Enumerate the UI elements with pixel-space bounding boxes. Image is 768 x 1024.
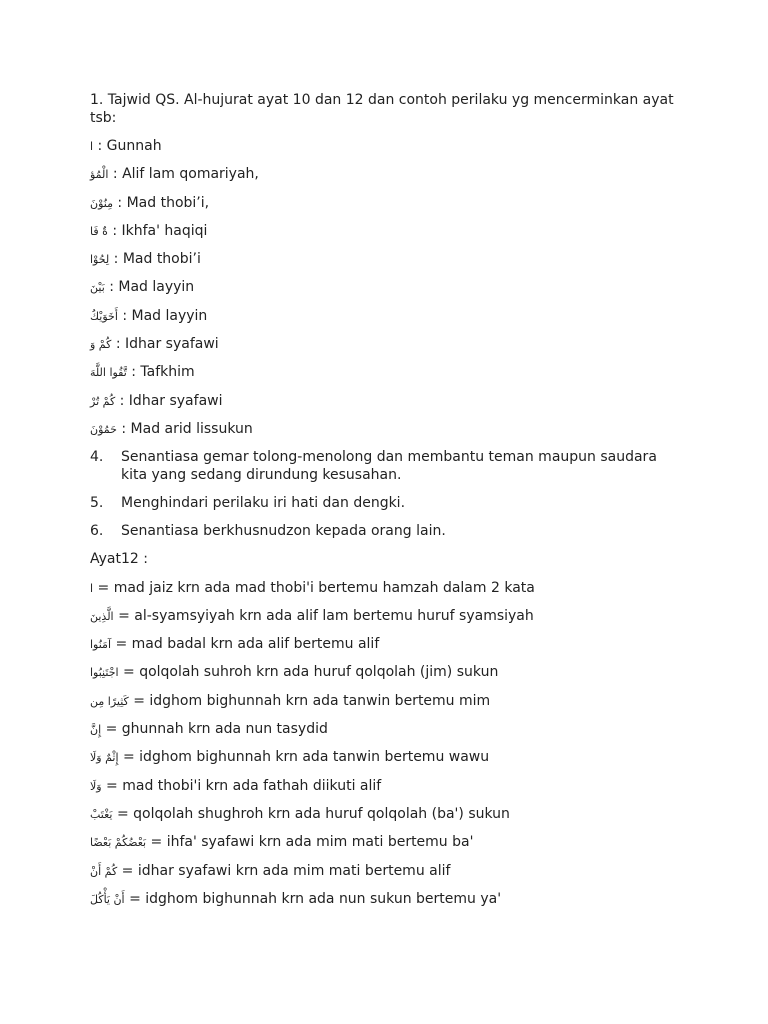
document-page: [90, 91, 680, 918]
list-item: [90, 833, 680, 851]
rule-text: = idghom bighunnah krn ada tanwin bertemu mim: [128, 692, 491, 709]
rule-text: : Alif lam qomariyah,: [108, 166, 259, 183]
list-item: [90, 335, 680, 353]
arabic-text: بَعْضُكُمْ بَعْضًا: [90, 836, 147, 850]
list-item: [90, 250, 680, 268]
arabic-text: أَخَوَيْكُ: [90, 309, 118, 323]
rule-text: = al-syamsyiyah krn ada alif lam bertemu huruf syamsiyah: [113, 607, 534, 624]
list-item: [90, 805, 680, 823]
arabic-text: مِنُوْنَ: [90, 196, 113, 210]
list-item: [90, 777, 680, 795]
list-item: [90, 392, 680, 410]
arabic-text: كُمْ أَنْ: [90, 864, 118, 878]
ayat12-list: [90, 579, 680, 908]
arabic-text: بَيْنَ: [90, 281, 105, 295]
arabic-text: تَّقُوا اللَّهَ: [90, 366, 127, 380]
list-item: [90, 579, 680, 597]
rule-text: = ihfa' syafawi krn ada mim mati bertemu ba': [146, 834, 474, 851]
list-item: [90, 720, 680, 738]
rule-text: = mad thobi'i krn ada fathah diikuti alif: [101, 777, 382, 794]
rule-text: = ghunnah krn ada nun tasydid: [101, 721, 328, 738]
list-item: [90, 307, 680, 325]
behavior-list: [90, 448, 680, 540]
list-item: [90, 363, 680, 381]
list-item: [90, 137, 680, 155]
rule-text: = mad jaiz krn ada mad thobi'i bertemu hamzah dalam 2 kata: [93, 579, 535, 596]
item-text: Senantiasa gemar tolong-menolong dan membantu teman maupun saudara kita yang sedang dirundung kesusahan.: [121, 449, 657, 484]
list-item: [90, 222, 680, 240]
list-item: [90, 890, 680, 908]
arabic-text: أَنْ يَأْكُلَ: [90, 892, 125, 906]
list-item: [90, 692, 680, 710]
arabic-text: ا: [90, 581, 94, 595]
rule-text: : Ikhfa' haqiqi: [107, 222, 208, 239]
list-item: [90, 862, 680, 880]
arabic-text: وَلَا: [90, 779, 102, 793]
arabic-text: إِنَّ: [90, 723, 102, 737]
rule-text: : Mad layyin: [117, 307, 208, 324]
rule-text: = idghom bighunnah krn ada tanwin bertemu wawu: [118, 749, 490, 766]
list-item: [90, 635, 680, 653]
rule-text: : Mad thobi’i,: [112, 194, 210, 211]
rule-text: : Idhar syafawi: [115, 392, 223, 409]
arabic-text: لِحُوْا: [90, 253, 110, 267]
item-text: Menghindari perilaku iri hati dan dengki.: [121, 495, 406, 512]
rule-text: : Mad arid lissukun: [116, 420, 253, 437]
rule-text: : Tafkhim: [126, 364, 195, 381]
list-item: [90, 420, 680, 438]
list-item: [90, 194, 680, 212]
arabic-text: اجْتَنِبُوا: [90, 666, 119, 680]
ayat12-title: Ayat12 :: [90, 551, 148, 568]
list-item: [90, 278, 680, 296]
rule-text: : Mad thobi’i: [109, 251, 201, 268]
arabic-text: الَّذِينَ: [90, 609, 114, 623]
rule-text: = idghom bighunnah krn ada nun sukun bertemu ya': [124, 890, 502, 907]
item-number: 6.: [90, 523, 104, 540]
list-item: [90, 448, 680, 484]
item-text: Senantiasa berkhusnudzon kepada orang lain.: [121, 523, 446, 540]
list-item: [90, 607, 680, 625]
rule-text: : Mad layyin: [104, 279, 195, 296]
rule-text: = qolqolah suhroh krn ada huruf qolqolah (jim) sukun: [118, 664, 499, 681]
arabic-text: حَمُوْنَ: [90, 422, 117, 436]
list-item: [90, 165, 680, 183]
arabic-text: الْمُؤ: [90, 168, 109, 182]
item-number: 5.: [90, 495, 104, 512]
rule-text: : Idhar syafawi: [111, 336, 219, 353]
arabic-text: ةٌ فَا: [90, 224, 108, 238]
rule-text: : Gunnah: [93, 138, 162, 154]
arabic-text: كُمْ وَ: [90, 338, 112, 352]
list-item: [90, 522, 680, 540]
ayat10-list: [90, 137, 680, 438]
list-item: [90, 748, 680, 766]
arabic-text: آمَنُوا: [90, 638, 112, 652]
rule-text: = idhar syafawi krn ada mim mati bertemu alif: [117, 862, 451, 879]
arabic-text: كَثِيرًا مِن: [90, 694, 129, 708]
rule-text: = mad badal krn ada alif bertemu alif: [111, 636, 380, 653]
item-number: 4.: [90, 449, 104, 466]
arabic-text: إِثْمٌ وَلَا: [90, 751, 119, 765]
document-heading: 1. Tajwid QS. Al-hujurat ayat 10 dan 12 dan contoh perilaku yg mencerminkan ayat tsb:: [90, 92, 674, 126]
arabic-text: كُمْ تُرْ: [90, 394, 116, 408]
rule-text: = qolqolah shughroh krn ada huruf qolqolah (ba') sukun: [112, 805, 510, 822]
arabic-text: ا: [90, 140, 94, 153]
list-item: [90, 663, 680, 681]
arabic-text: يَغْتَبْ: [90, 807, 113, 821]
list-item: [90, 494, 680, 512]
